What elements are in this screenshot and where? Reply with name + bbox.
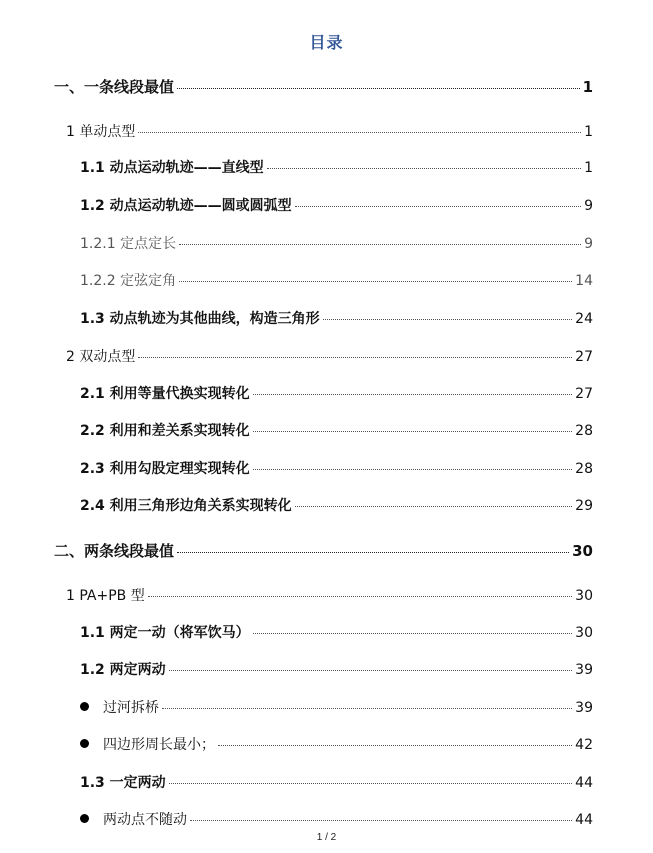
toc-leader [162,708,572,709]
bullet-icon [80,702,89,711]
toc-entry-page: 30 [575,588,593,604]
toc-entry-page: 30 [572,542,593,560]
toc-entry[interactable] [80,458,593,478]
toc-entry[interactable] [54,540,593,561]
toc-entry-label: 1.1 动点运动轨迹——直线型 [80,160,264,176]
page-number-footer: 1 / 2 [316,832,337,843]
toc-entry-page: 27 [575,349,593,365]
toc-entry-label: 二、两条线段最值 [54,542,175,560]
toc-leader [253,431,572,432]
toc-entry[interactable] [80,195,593,215]
toc-entry[interactable] [54,76,593,97]
toc-leader [179,244,581,245]
toc-entry-page: 29 [575,498,593,514]
toc-entry-page: 1 [584,124,593,140]
toc-entry-label: 1.2.2 定弦定角 [80,273,177,289]
toc-entry[interactable] [80,734,593,754]
toc-entry-page: 30 [575,625,593,641]
toc-leader [253,469,572,470]
toc-leader [138,132,581,133]
toc-entry[interactable] [80,383,593,403]
toc-leader [190,820,572,821]
toc-entry-label: 2.1 利用等量代换实现转化 [80,386,250,402]
toc-leader [218,745,572,746]
toc-leader [138,357,572,358]
toc-entry-label: 1.3 动点轨迹为其他曲线，构造三角形 [80,311,320,327]
toc-entry-text: 四边形周长最小； [103,737,215,753]
toc-entry-label: 2.2 利用和差关系实现转化 [80,423,250,439]
toc-entry-page: 39 [575,700,593,716]
toc-entry-page: 28 [575,423,593,439]
toc-entry[interactable] [80,697,593,717]
toc-entry[interactable] [80,420,593,440]
toc-leader [267,168,581,169]
toc-leader [179,281,572,282]
toc-entry-page: 14 [575,273,593,289]
toc-entry[interactable] [66,585,593,605]
toc-entry-label: 2 双动点型 [66,349,136,365]
toc-entry[interactable] [80,772,593,792]
toc-entry-label [80,734,215,754]
toc-entry[interactable] [80,809,593,829]
toc-entry-page: 44 [575,775,593,791]
toc-entry[interactable] [80,157,593,177]
toc-title: 目录 [309,33,344,52]
toc-leader [295,506,572,507]
toc-entry-label: 1 单动点型 [66,124,136,140]
toc-entry-label [80,697,159,717]
toc-leader [323,319,572,320]
toc-leader [177,88,580,89]
toc-entry-page: 39 [575,662,593,678]
toc-entry-label [80,809,187,829]
toc-entry-page: 1 [582,78,593,96]
toc-entry-page: 24 [575,311,593,327]
toc-entry-text: 过河拆桥 [103,700,159,716]
toc-leader [253,633,572,634]
toc-entry[interactable] [80,270,593,290]
toc-entry-page: 44 [575,812,593,828]
toc-leader [253,394,572,395]
toc-entry-text: 两动点不随动 [103,812,187,828]
toc-entry[interactable] [80,308,593,328]
toc-entry-label: 一、一条线段最值 [54,78,175,96]
toc-entry-page: 28 [575,461,593,477]
toc-leader [295,206,581,207]
toc-leader [169,783,572,784]
toc-leader [148,596,572,597]
toc-entry-label: 1.1 两定一动（将军饮马） [80,625,250,641]
bullet-icon [80,814,89,823]
toc-entry-label: 1.2.1 定点定长 [80,236,177,252]
toc-entry-label: 2.3 利用勾股定理实现转化 [80,461,250,477]
toc-entry-page: 9 [584,236,593,252]
toc-entry-label: 1.2 两定两动 [80,662,166,678]
bullet-icon [80,739,89,748]
toc-entry-page: 1 [584,160,593,176]
toc-entry-label: 1.2 动点运动轨迹——圆或圆弧型 [80,198,292,214]
toc-entry[interactable] [66,121,593,141]
toc-entry-page: 42 [575,737,593,753]
toc-entry[interactable] [80,659,593,679]
toc-entry-label: 1 PA+PB 型 [66,588,145,604]
toc-entry[interactable] [80,233,593,253]
toc-leader [169,670,572,671]
toc-leader [177,552,569,553]
toc-entry-label: 1.3 一定两动 [80,775,166,791]
toc-entry[interactable] [80,622,593,642]
toc-entry[interactable] [80,495,593,515]
toc-entry[interactable] [66,346,593,366]
toc-entry-label: 2.4 利用三角形边角关系实现转化 [80,498,292,514]
toc-entry-page: 9 [584,198,593,214]
toc-entry-page: 27 [575,386,593,402]
